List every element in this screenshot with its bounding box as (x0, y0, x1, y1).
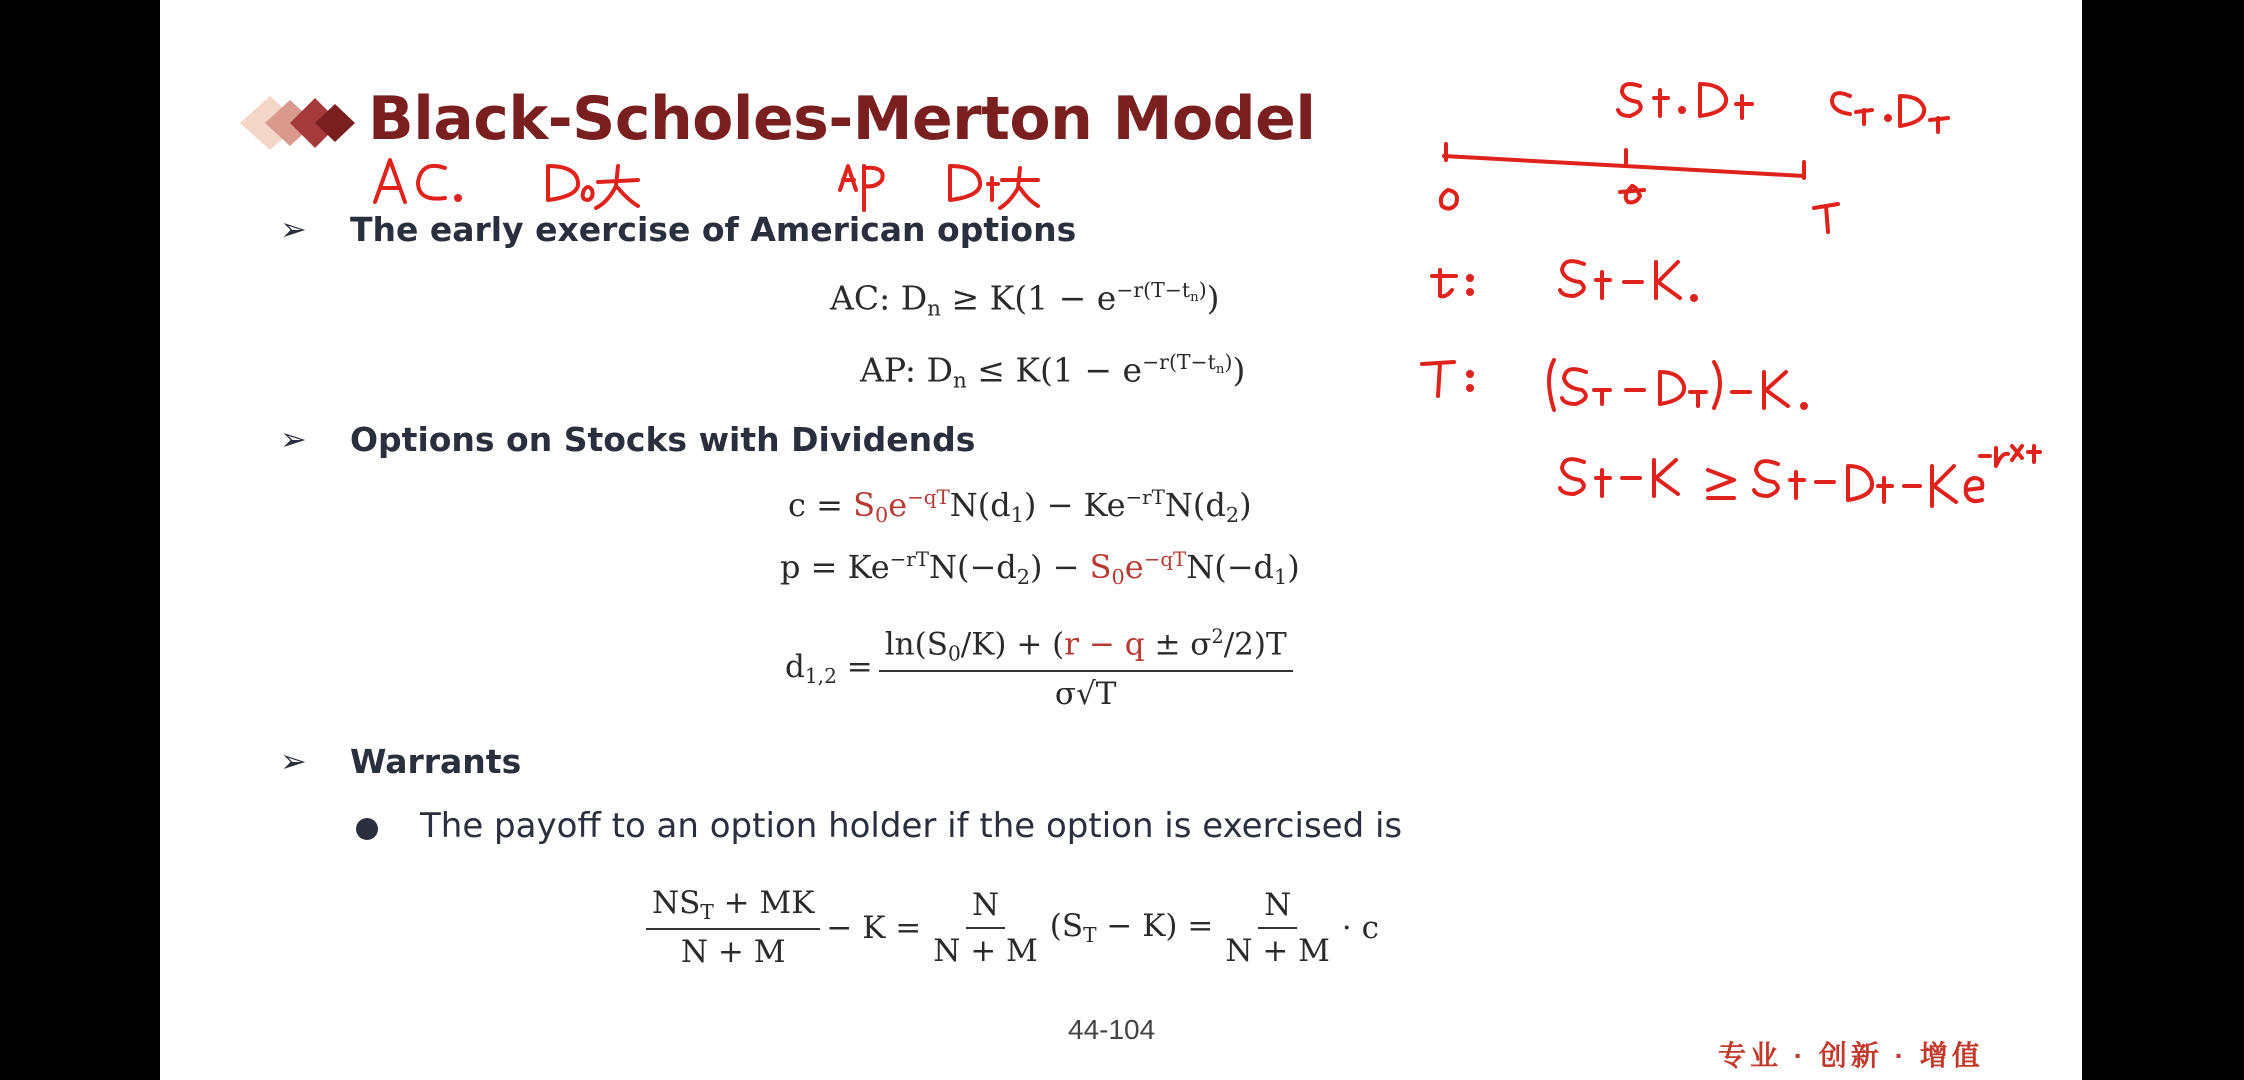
ink-dt-big (950, 166, 1038, 208)
ink-ST-DT (1832, 93, 1948, 132)
ink-timeline (1441, 144, 1838, 232)
ink-T-line (1422, 360, 1806, 410)
call-formula: $c = S_0e^{-qT}N(d_1) - Ke^{-rT}N(d_2)$ (788, 486, 1252, 528)
ink-ap (840, 166, 883, 210)
ac-formula: AC: $D_n \ge K(1 - e^{-r(T-t_n)})$ (830, 278, 1220, 322)
handwriting-ink-overlay (160, 0, 2082, 1080)
payoff-fraction-3: $\frac{N}{N + M}$ (1225, 886, 1330, 969)
bullet-early-exercise: The early exercise of American options (350, 210, 1077, 249)
bullet-warrants: Warrants (350, 742, 522, 781)
ink-t-line (1432, 261, 1696, 300)
ink-inequality (1560, 446, 2040, 506)
payoff-fraction-1: $\frac{NS_T + MK}{N + M}$ (646, 885, 820, 970)
slide-title: Black-Scholes-Merton Model (368, 84, 1316, 154)
ap-formula: AP: $D_n \le K(1 - e^{-r(T-t_n)})$ (860, 350, 1246, 394)
bullet-dividends: Options on Stocks with Dividends (350, 420, 976, 459)
footer-brand: 专业 · 创新 · 增值 (1718, 1040, 1984, 1071)
ink-d0-big (548, 166, 638, 208)
d12-formula: $d_{1,2}$ = $\frac{\ln(S_0/K) + (r - q \pm \sigma^2/2)T}{\sigma√T}$ (785, 625, 1299, 712)
slide (160, 0, 2082, 1080)
page-number: 44-104 (1068, 1014, 1156, 1045)
d12-fraction: $\frac{\ln(S_0/K) + (r - q \pm \sigma^2/2)T}{\sigma√T}$ (879, 625, 1293, 712)
ink-st-dt (1618, 84, 1752, 118)
payoff-text: The payoff to an option holder if the option is exercised is (420, 806, 1403, 846)
arrow-bullet-icon: ➢ (280, 420, 307, 458)
arrow-bullet-icon: ➢ (280, 210, 307, 248)
put-formula: $p = Ke^{-rT}N(-d_2) - S_0e^{-qT}N(-d_1)$ (780, 548, 1300, 590)
ink-ac (375, 160, 460, 202)
payoff-formula: $\frac{NS_T + MK}{N + M}$ − K = $\frac{N}{N + M}$ $(S_T - K)$ = $\frac{N}{N + M}$ · c (640, 885, 1379, 970)
arrow-bullet-icon: ➢ (280, 742, 307, 780)
payoff-fraction-2: $\frac{N}{N + M}$ (933, 886, 1038, 969)
